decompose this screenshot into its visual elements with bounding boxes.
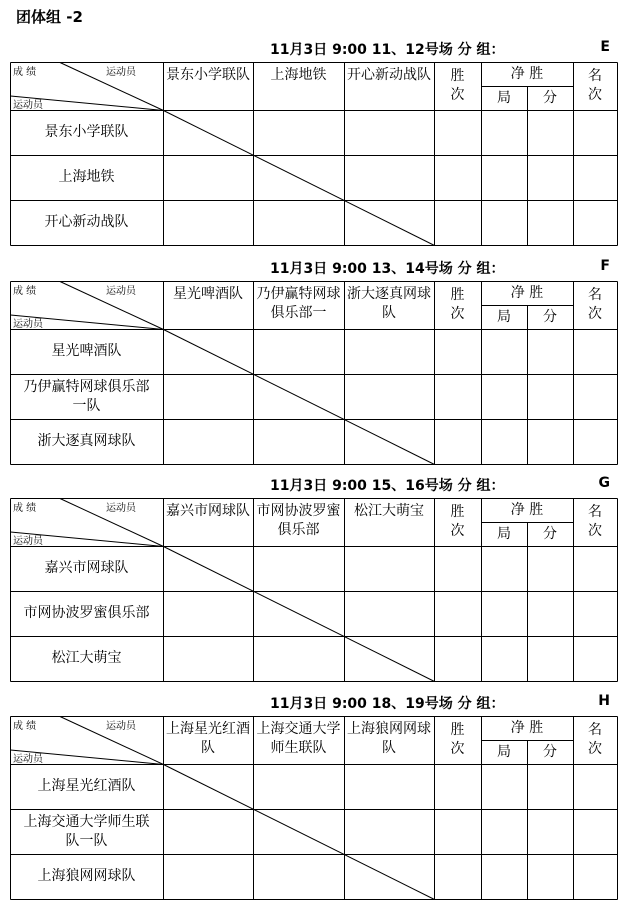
self-match-diagonal: [164, 330, 435, 465]
header-team: 松江大萌宝: [354, 503, 424, 519]
header-team: 上海星光红酒队: [166, 721, 250, 756]
net-points-header: 分: [543, 308, 557, 325]
group-header: [270, 472, 610, 496]
group-code: E: [600, 39, 610, 55]
row-team: 乃伊赢特网球俱乐部一队: [23, 378, 150, 414]
corner-label-score: 成 绩: [13, 286, 37, 297]
corner-label-score: 成 绩: [13, 67, 37, 78]
header-team: 星光啤酒队: [173, 286, 243, 302]
row-team: 上海星光红酒队: [37, 778, 136, 794]
header-team: 上海地铁: [270, 67, 327, 83]
self-match-diagonal: [164, 547, 435, 682]
header-team: 上海狼网网球队: [347, 721, 431, 756]
row-team: 上海交通大学师生联队一队: [23, 813, 150, 849]
header-team: 嘉兴市网球队: [166, 503, 250, 519]
wins-header: 胜 次: [450, 722, 465, 757]
score-table: [10, 716, 617, 899]
group-schedule: 11月3日 9:00 18、19号场 分 组：: [270, 696, 505, 712]
rank-header: 名 次: [588, 722, 602, 757]
group-f: [0, 255, 627, 473]
wins-header: 胜 次: [450, 504, 465, 539]
header-team: 市网协波罗蜜俱乐部: [256, 503, 341, 538]
net-wins-header: 净 胜: [510, 65, 544, 82]
corner-label-player-bottom: 运动员: [13, 754, 43, 765]
rank-header: 名 次: [588, 504, 602, 539]
corner-label-player-bottom: 运动员: [13, 100, 43, 111]
group-code: F: [600, 258, 610, 274]
net-wins-header: 净 胜: [510, 284, 544, 301]
header-team: 景东小学联队: [166, 67, 250, 83]
row-team: 景东小学联队: [44, 124, 129, 140]
net-points-header: 分: [543, 743, 557, 760]
group-header: [270, 255, 610, 279]
row-team: 嘉兴市网球队: [44, 560, 129, 576]
header-team: 上海交通大学师生联队: [256, 721, 341, 756]
net-games-header: 局: [497, 525, 511, 542]
rank-header: 名 次: [588, 68, 602, 103]
row-team: 上海地铁: [58, 169, 115, 185]
header-team: 浙大逐真网球队: [347, 286, 431, 321]
row-team: 开心新动战队: [44, 214, 129, 230]
group-schedule: 11月3日 9:00 11、12号场 分 组：: [270, 42, 505, 58]
row-team: 星光啤酒队: [51, 343, 122, 359]
self-match-diagonal: [164, 765, 435, 900]
net-wins-header: 净 胜: [510, 501, 544, 518]
corner-label-score: 成 绩: [13, 721, 37, 732]
corner-label-player-top: 运动员: [106, 286, 136, 297]
self-match-diagonal: [164, 111, 435, 246]
group-header: [270, 36, 610, 60]
group-code: H: [598, 693, 610, 709]
group-h: [0, 690, 627, 908]
score-table: [10, 281, 617, 464]
row-team: 浙大逐真网球队: [37, 433, 136, 449]
wins-header: 胜 次: [450, 68, 465, 103]
group-code: G: [598, 475, 610, 491]
net-points-header: 分: [543, 525, 557, 542]
row-team: 上海狼网网球队: [37, 868, 136, 884]
group-e: [0, 36, 627, 254]
rank-header: 名 次: [588, 287, 602, 322]
group-header: [270, 690, 610, 714]
score-table: [10, 498, 617, 681]
header-team: 开心新动战队: [347, 67, 431, 83]
corner-label-score: 成 绩: [13, 503, 37, 514]
group-schedule: 11月3日 9:00 15、16号场 分 组：: [270, 478, 505, 494]
corner-label-player-top: 运动员: [106, 503, 136, 514]
group-schedule: 11月3日 9:00 13、14号场 分 组：: [270, 261, 505, 277]
page-title: 团体组 -2: [16, 8, 83, 26]
net-points-header: 分: [543, 89, 557, 106]
group-g: [0, 472, 627, 690]
row-team: 松江大萌宝: [51, 650, 122, 666]
score-table: [10, 62, 617, 245]
wins-header: 胜 次: [450, 287, 465, 322]
net-games-header: 局: [497, 89, 511, 106]
net-games-header: 局: [497, 308, 511, 325]
corner-label-player-bottom: 运动员: [13, 319, 43, 330]
corner-label-player-bottom: 运动员: [13, 536, 43, 547]
header-team: 乃伊赢特网球俱乐部一: [256, 286, 341, 321]
net-wins-header: 净 胜: [510, 719, 544, 736]
corner-label-player-top: 运动员: [106, 721, 136, 732]
row-team: 市网协波罗蜜俱乐部: [23, 605, 150, 621]
net-games-header: 局: [497, 743, 511, 760]
corner-label-player-top: 运动员: [106, 67, 136, 78]
